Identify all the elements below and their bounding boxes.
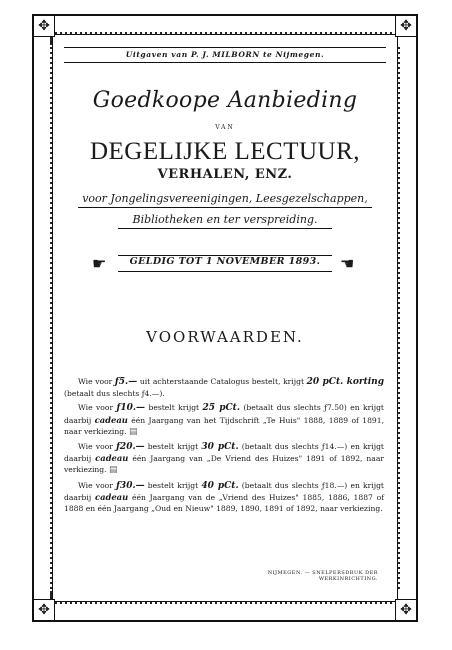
- condition-item: Wie voor ƒ5.— uit achterstaande Catalogus bestelt, krijgt 20 pCt. korting (betaalt dus slechts ƒ4.—).: [64, 377, 384, 399]
- library-stamp-icon: ▤: [108, 465, 118, 476]
- corner-ornament-icon: ✥: [33, 599, 55, 621]
- document-content: [58, 40, 392, 596]
- subtitle-verhalen: VERHALEN, ENZ.: [157, 167, 293, 182]
- divider: [64, 62, 386, 63]
- main-title: DEGELIJKE LECTUUR,: [89, 138, 361, 165]
- subtitle-line-2: Bibliotheken en ter verspreiding.: [132, 213, 318, 226]
- conditions-list: [64, 376, 384, 517]
- divider: [64, 47, 386, 48]
- subtitle-line-1: voor Jongelingsvereenigingen, Leesgezelschappen,: [82, 192, 368, 205]
- validity-row: [58, 255, 392, 273]
- pointing-hand-right-icon: ☛: [92, 254, 107, 273]
- condition-item: Wie voor ƒ10.— bestelt krijgt 25 pCt. (betaalt dus slechts ƒ7.50) en krijgt daarbij cadeau één Jaargang van het Tijdschrift „Te Huis" 1888, 1889 of 1891, naar verkiezing. ▤: [64, 403, 385, 437]
- printer-imprint: NIJMEGEN. — SNELPERSDRUK DER WERKINRICHTING.: [267, 570, 378, 582]
- corner-ornament-icon: ✥: [395, 599, 417, 621]
- title-script: Goedkoope Aanbieding: [92, 88, 358, 113]
- publisher-line: Uitgaven van P. J. MILBORN te Nijmegen.: [125, 50, 325, 59]
- divider: [118, 228, 332, 229]
- conditions-heading: VOORWAARDEN.: [146, 328, 304, 346]
- library-stamp-icon: ▤: [128, 426, 138, 437]
- corner-ornament-icon: ✥: [33, 15, 55, 37]
- condition-item: Wie voor ƒ20.— bestelt krijgt 30 pCt. (betaalt dus slechts ƒ14.—) en krijgt daarbij cadeau één Jaargang van „De Vriend des Huizes" 1891 of 1892, naar verkiezing. ▤: [64, 442, 384, 476]
- validity-text: GELDIG TOT 1 NOVEMBER 1893.: [129, 256, 321, 267]
- title-van: VAN: [215, 124, 235, 131]
- condition-item: Wie voor ƒ30.— bestelt krijgt 40 pCt. (betaalt dus slechts ƒ18.—) en krijgt daarbij cadeau één Jaargang van de „Vriend des Huizes" 1885, 1886, 1887 of 1888 en één Jaargang „Oud en Nieuw" 1889, 1890, 1891 of 1892, naar verkiezing.: [64, 480, 385, 514]
- corner-ornament-icon: ✥: [395, 15, 417, 37]
- pointing-hand-left-icon: ☚: [340, 254, 355, 273]
- divider: [78, 207, 372, 208]
- divider: [118, 271, 332, 272]
